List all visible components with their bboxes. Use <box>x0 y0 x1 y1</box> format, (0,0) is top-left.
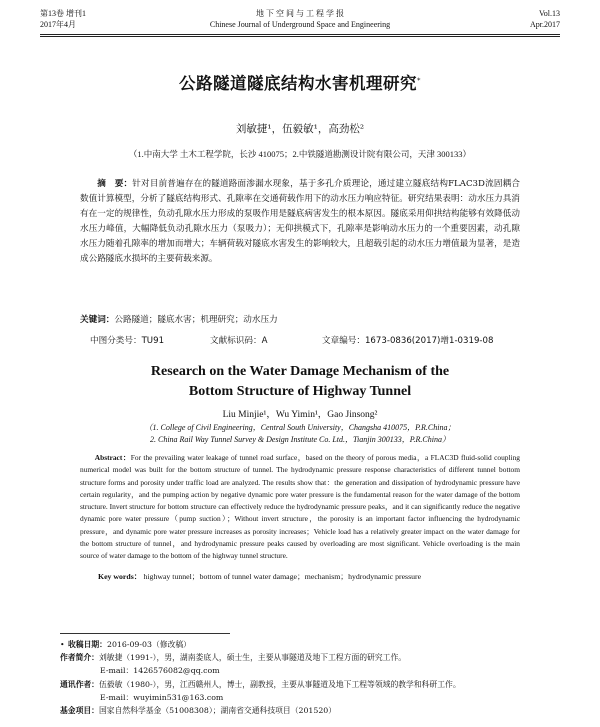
header-rule <box>40 34 560 35</box>
title-zh-footnote-mark: * <box>417 76 421 85</box>
received-label: 收稿日期： <box>68 640 107 649</box>
received-date: 2016-09-03（修改稿） <box>106 640 191 649</box>
paper-title-zh <box>0 70 600 94</box>
header-rule-thin <box>40 36 560 37</box>
header-date-zh: 2017年4月 <box>40 20 76 29</box>
document-code: 文献标识码：A <box>210 336 268 346</box>
keywords-en <box>98 571 520 582</box>
affiliation-en-1: （1. College of Civil Engineering，Central South University，Changsha 410075，P.R.China； <box>144 423 456 432</box>
affiliation-en <box>0 422 600 446</box>
keywords-zh-text: 公路隧道；隧底水害；机理研究；动水压力 <box>114 315 278 325</box>
keywords-zh-label: 关键词： <box>80 315 115 325</box>
header-right <box>530 8 560 30</box>
keywords-zh <box>80 313 520 325</box>
author2-email: E-mail：wuyimin531@163.com <box>100 692 224 702</box>
keywords-en-text: highway tunnel；bottom of tunnel water damage；mechanism；hydrodynamic pressure <box>143 572 422 581</box>
author2-bio: 伍毅敏（1980-），男，江西赣州人，博士，副教授，主要从事隧道及地下工程等领域的教学和科研工作。 <box>98 679 461 689</box>
footnote-rule <box>60 633 230 634</box>
abstract-zh <box>80 177 520 267</box>
header-vol: Vol.13 <box>539 9 560 18</box>
title-zh-text: 公路隧道隧底结构水害机理研究 <box>179 74 417 93</box>
author1-label: 作者简介： <box>60 653 99 663</box>
author2-label: 通讯作者： <box>60 679 99 689</box>
abstract-zh-label: 摘 要： <box>97 179 133 189</box>
authors-zh: 刘敏捷¹，伍毅敏¹，高劲松² <box>235 123 365 135</box>
header-issue-zh: 第13卷 增刊1 <box>40 9 86 18</box>
fund-text: 国家自然科学基金（51008308）；湖南省交通科技项目（201520） <box>98 706 337 716</box>
footnote-fund <box>60 704 560 717</box>
header-date-en: Apr.2017 <box>530 20 560 29</box>
fund-label: 基金项目： <box>60 706 99 716</box>
clc-number: 中图分类号：TU91 <box>90 336 165 346</box>
author1-email: E-mail：1426576082@qq.com <box>100 666 220 676</box>
abstract-en <box>80 452 520 563</box>
header-journal-zh: 地 下 空 间 与 工 程 学 报 <box>256 9 344 18</box>
abstract-en-label: Abstract： <box>94 453 131 462</box>
author1-bio: 刘敏捷（1991-），男，湖南娄底人，硕士生，主要从事隧道及地下工程方面的研究工作。 <box>98 653 407 663</box>
affiliation-en-2: 2. China Rail Way Tunnel Survey & Design Institute Co. Ltd.，Tianjin 300133，P.R.China） <box>149 435 450 444</box>
keywords-en-label: Key words： <box>98 572 142 581</box>
paper-title-en: Research on the Water Damage Mechanism of the Bottom Structure of Highway Tunnel <box>150 364 450 399</box>
header-journal-en: Chinese Journal of Underground Space and Engineering <box>209 20 391 29</box>
abstract-en-text: For the prevailing water leakage of tunnel road surface，based on the theory of porous media，a FLAC3D fluid-solid coupling numerical model was built for the bottom structure of tunnel. The hydrodynamic pressure response characteristics of different tunnel bottom structure forms and porosity under traffic load are analyzed. The results show that：the generation and dissipation of hydrodynamic pressure have certain regularity，and the pumping action by negative dynamic pore water pressure is the fundamental reason for the water damage of the bottom structure. Invert structure for bottom structure can effectively reduce the hydrodynamic pressure peaks，and it can significantly reduce the negative dynamic pore water pressure（pump suction）；Without invert structure，the porosity is an important factor influencing the hydrodynamic pressure，and dynamic pore water pressure increases as porosity increases；Vehicle load has a relatively greater impact on the water damage for the bottom structure of tunnel，and hydrodynamic pressure peaks caused by overloading are most significant. Vehicle overloading is the main source of water damage to the bottom of the highway tunnel structure. <box>80 453 520 561</box>
affiliation-zh: （1.中南大学 土木工程学院，长沙 410075；2.中铁隧道勘测设计院有限公司，天津 300133） <box>128 149 472 159</box>
footnote-author2 <box>60 678 560 691</box>
authors-en: Liu Minjie¹，Wu Yimin¹，Gao Jinsong² <box>222 410 378 420</box>
classification-line <box>90 334 520 346</box>
abstract-zh-text: 针对目前普遍存在的隧道路面渗漏水现象，基于多孔介质理论，通过建立隧底结构FLAC3D流固耦合数值计算模型，分析了隧底结构形式、孔隙率在交通荷载作用下的动水压力响应特征。研究结果表明：动水压力具消有在一定的规律性，负动孔隙水压力形成的泵吸作用是隧底病害发生的根本原因。隧底采用仰拱结构能够有效降低动水压力峰值，大幅降低负动孔隙水压力（泵吸力）；无仰拱模式下，孔隙率是影响动水压力的一个重要因素，动孔隙水压力随着孔隙率的增加而增大；车辆荷载对隧底水害发生的影响较大，且超载引起的动水压力增值最为显著，是造成公路隧底水损坏的主要荷载来源。 <box>80 179 520 264</box>
header-center <box>40 8 560 30</box>
footnote-received <box>60 638 560 651</box>
footnotes <box>60 638 560 717</box>
article-number: 文章编号：1673-0836(2017)增1-0319-08 <box>322 336 494 346</box>
footnote-author1 <box>60 651 560 664</box>
footnote-bullet: • <box>60 640 65 649</box>
running-header <box>40 8 560 36</box>
